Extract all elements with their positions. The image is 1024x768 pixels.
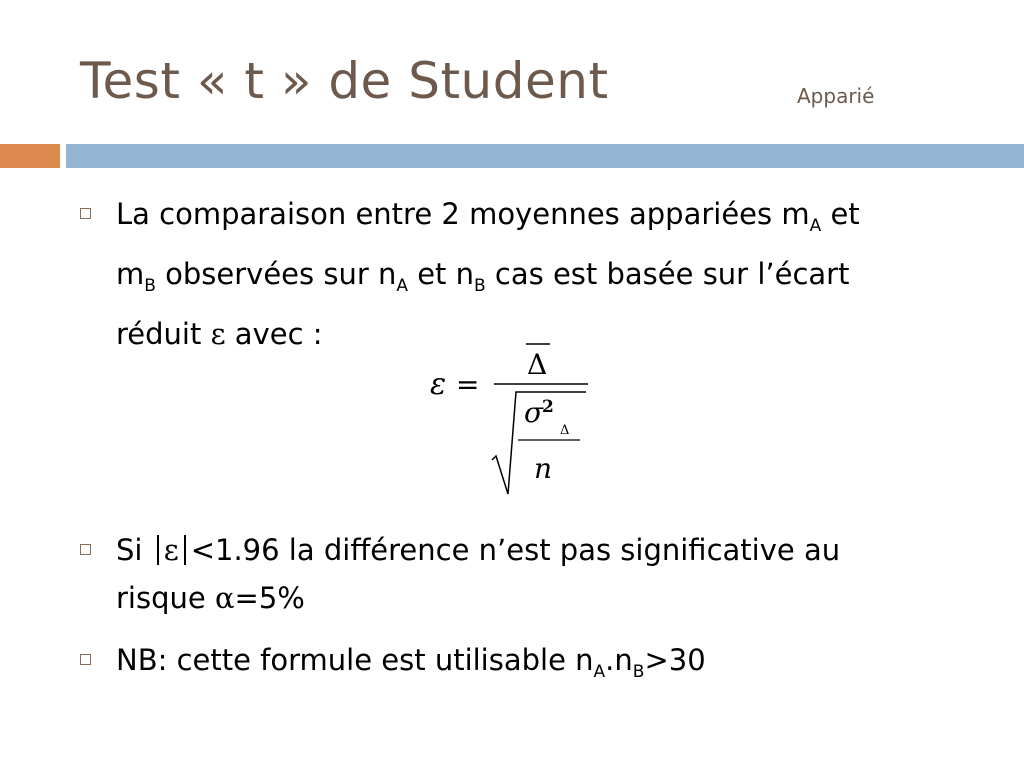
formula-sigma: σ	[524, 396, 544, 429]
formula-equals: =	[456, 368, 480, 401]
accent-bar-blue	[66, 144, 1024, 168]
text-segment: risque	[116, 581, 215, 615]
subscript: B	[632, 662, 645, 682]
text-segment: NB: cette formule est utilisable n	[116, 643, 594, 677]
alpha-symbol: α	[214, 581, 235, 615]
text-segment: m	[116, 257, 145, 291]
text-segment: .n	[605, 643, 633, 677]
bullet-1-line-2	[116, 250, 986, 310]
bullet-text-2	[116, 526, 986, 622]
text-segment: >30	[644, 643, 706, 677]
subscript: A	[396, 276, 408, 296]
bullet-text-3	[116, 636, 986, 696]
text-segment: et n	[408, 257, 475, 291]
accent-bar-orange	[0, 144, 60, 168]
bullet-3-line-1	[116, 636, 986, 696]
epsilon-symbol: ε	[163, 533, 179, 567]
text-segment: et	[821, 197, 860, 231]
text-segment: =5%	[234, 581, 305, 615]
text-segment: réduit	[116, 317, 211, 351]
bullet-text-1	[116, 190, 986, 358]
formula-numerator: Δ	[527, 348, 548, 381]
bullet-1-line-1	[116, 190, 986, 250]
abs-bar-right	[184, 535, 186, 565]
text-segment: Si	[116, 533, 152, 567]
abs-bar-left	[157, 535, 159, 565]
bullet-2-line-2	[116, 574, 986, 622]
bullet-square-icon	[80, 654, 91, 665]
subscript: B	[474, 276, 486, 296]
text-segment: cas est basée sur l’écart	[485, 257, 850, 291]
formula-denominator: n	[534, 452, 553, 485]
subscript: A	[593, 662, 606, 682]
formula-epsilon	[420, 336, 600, 506]
formula-lhs: ε	[430, 367, 447, 402]
bullet-square-icon	[80, 544, 91, 555]
text-segment: La comparaison entre 2 moyennes appariées m	[116, 197, 810, 231]
formula-exponent: 2	[542, 397, 554, 417]
text-segment: <1.96 la différence n’est pas significative au	[190, 533, 841, 567]
formula-delta-sub: Δ	[560, 423, 570, 438]
epsilon-symbol: ε	[210, 317, 226, 351]
formula-svg	[420, 336, 600, 506]
slide-title: Test « t » de Student	[80, 52, 609, 110]
text-segment: observées sur n	[155, 257, 397, 291]
text-segment: avec :	[225, 317, 323, 351]
bullet-square-icon	[80, 208, 91, 219]
bullet-2-line-1	[116, 526, 986, 574]
subscript: A	[809, 216, 822, 236]
slide-subtitle: Apparié	[797, 84, 875, 108]
subscript: B	[144, 276, 156, 296]
